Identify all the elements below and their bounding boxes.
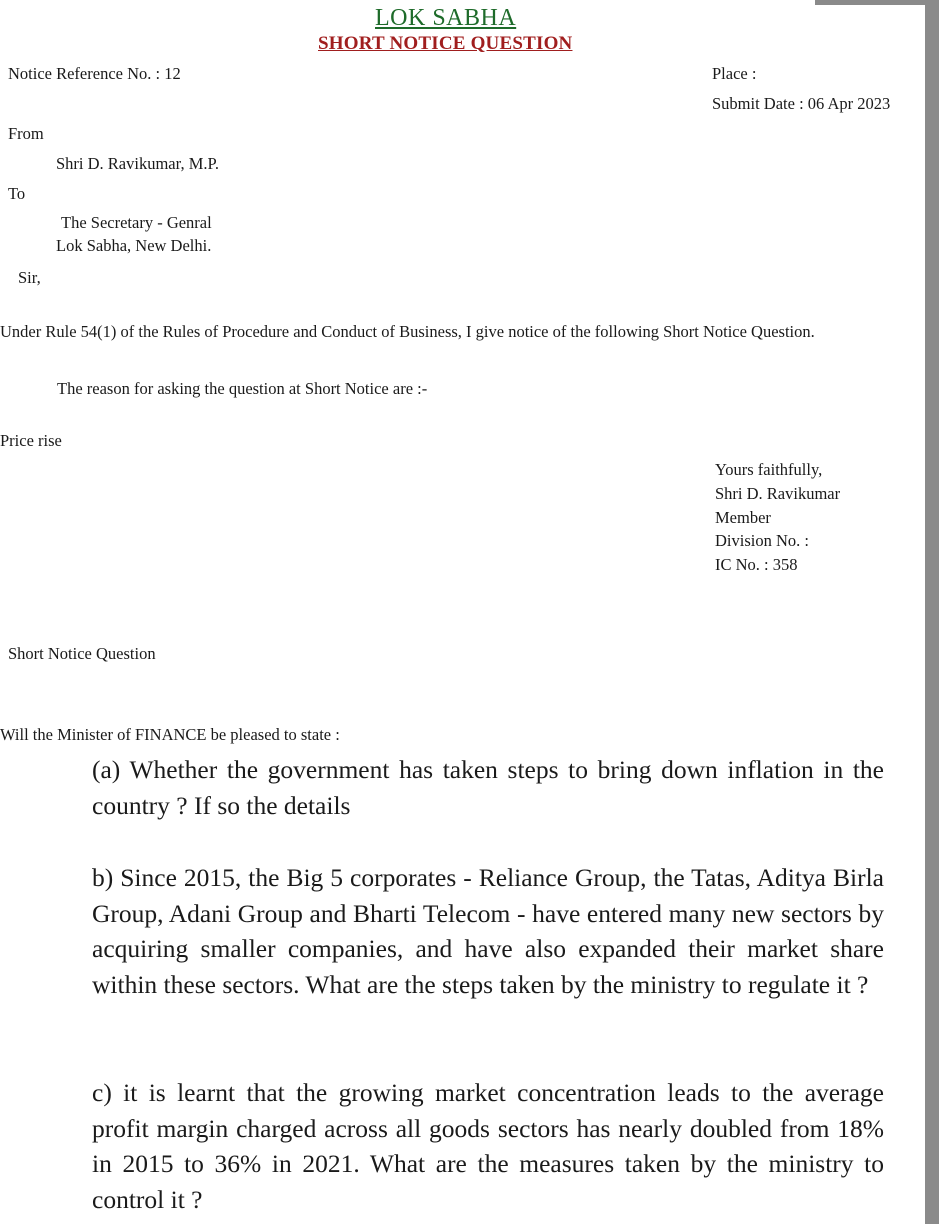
question-part-c: c) it is learnt that the growing market concentration leads to the average profit margin charged across all goods sectors has nearly doubled from 18% in 2015 to 36% in 2021. What are the measures taken by the ministry to control it ? [92, 1078, 884, 1214]
scrollbar-top-edge [815, 0, 939, 5]
document-title: LOK SABHA [375, 5, 517, 31]
document-subtitle: SHORT NOTICE QUESTION [318, 33, 573, 54]
question-heading: Short Notice Question [8, 644, 156, 663]
signature-ic-number: IC No. : 358 [715, 555, 798, 574]
from-label: From [8, 124, 44, 143]
signature-division: Division No. : [715, 531, 809, 550]
notice-reference-label: Notice Reference No. : [8, 64, 161, 83]
to-line-1: The Secretary - Genral [61, 213, 212, 232]
question-intro: Will the Minister of FINANCE be pleased to state : [0, 725, 340, 744]
rule-notice-paragraph: Under Rule 54(1) of the Rules of Procedure and Conduct of Business, I give notice of the following Short Notice Question. [0, 322, 815, 341]
notice-reference-value: 12 [164, 64, 181, 83]
signature-role: Member [715, 508, 771, 527]
reason-intro: The reason for asking the question at Short Notice are :- [57, 379, 428, 398]
reason-text: Price rise [0, 431, 62, 450]
signature-name: Shri D. Ravikumar [715, 484, 841, 503]
signature-closing: Yours faithfully, [715, 460, 823, 479]
scrollbar[interactable] [925, 0, 939, 1224]
submit-date: Submit Date : 06 Apr 2023 [712, 94, 891, 113]
place-label: Place : [712, 64, 757, 83]
question-part-a: (a) Whether the government has taken steps to bring down inflation in the country ? If so the details [92, 755, 884, 820]
to-label: To [8, 184, 26, 203]
question-part-b: b) Since 2015, the Big 5 corporates - Reliance Group, the Tatas, Aditya Birla Group, Adani Group and Bharti Telecom - have entered many new sectors by acquiring smaller companies, and have also expanded their market share within these sectors. What are the steps taken by the ministry to regulate it ? [92, 863, 884, 999]
notice-reference [8, 64, 181, 84]
from-name: Shri D. Ravikumar, M.P. [56, 154, 219, 173]
salutation: Sir, [18, 268, 41, 287]
to-line-2: Lok Sabha, New Delhi. [56, 236, 212, 255]
